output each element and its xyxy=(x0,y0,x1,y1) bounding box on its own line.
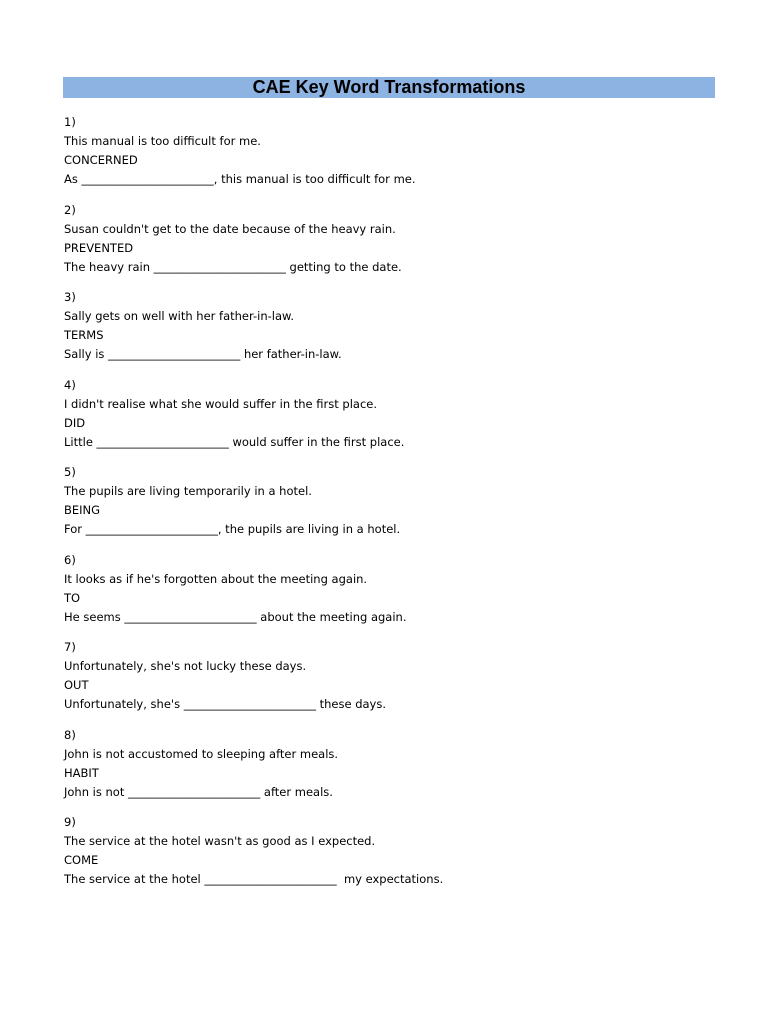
original-sentence: This manual is too difficult for me. xyxy=(64,134,261,148)
exercise-item-7 xyxy=(64,638,724,726)
item-number: 7) xyxy=(64,640,76,654)
key-word: HABIT xyxy=(64,765,99,780)
original-sentence: The pupils are living temporarily in a hotel. xyxy=(64,484,312,498)
item-number: 9) xyxy=(64,815,76,829)
key-word: TO xyxy=(64,590,81,605)
page-title: CAE Key Word Transformations xyxy=(63,77,715,98)
exercise-list xyxy=(64,113,724,901)
exercise-item-6 xyxy=(64,551,724,639)
original-sentence: John is not accustomed to sleeping after meals. xyxy=(64,746,339,761)
key-word: PREVENTED xyxy=(64,240,134,255)
gapped-sentence: John is not _______________________ after meals. xyxy=(64,784,333,799)
key-word: BEING xyxy=(64,503,101,517)
original-sentence: I didn't realise what she would suffer in the first place. xyxy=(64,396,378,411)
gapped-sentence: Little _______________________ would suffer in the first place. xyxy=(64,434,405,449)
key-word: TERMS xyxy=(64,328,104,342)
item-number: 2) xyxy=(64,202,76,217)
item-number: 4) xyxy=(64,377,76,392)
exercise-item-2 xyxy=(64,201,724,289)
exercise-item-8 xyxy=(64,726,724,814)
key-word: CONCERNED xyxy=(64,153,138,167)
gapped-sentence: He seems _______________________ about the meeting again. xyxy=(64,609,407,624)
gapped-sentence: Unfortunately, she's _______________________ these days. xyxy=(64,697,387,711)
item-number: 1) xyxy=(64,115,76,129)
original-sentence: Susan couldn't get to the date because of the heavy rain. xyxy=(64,221,396,236)
gapped-sentence: The service at the hotel _______________________ my expectations. xyxy=(64,872,444,886)
exercise-item-1 xyxy=(64,113,724,201)
item-number: 6) xyxy=(64,552,76,567)
gapped-sentence: As _______________________, this manual is too difficult for me. xyxy=(64,172,416,186)
item-number: 3) xyxy=(64,290,76,304)
key-word: DID xyxy=(64,415,86,430)
key-word: COME xyxy=(64,853,99,867)
gapped-sentence: For _______________________, the pupils are living in a hotel. xyxy=(64,522,401,536)
gapped-sentence: Sally is _______________________ her father-in-law. xyxy=(64,347,342,361)
exercise-item-3 xyxy=(64,288,724,376)
item-number: 5) xyxy=(64,465,76,479)
exercise-item-9 xyxy=(64,813,724,901)
exercise-item-4 xyxy=(64,376,724,464)
original-sentence: Unfortunately, she's not lucky these days. xyxy=(64,659,307,673)
key-word: OUT xyxy=(64,678,89,692)
original-sentence: It looks as if he's forgotten about the meeting again. xyxy=(64,571,368,586)
original-sentence: Sally gets on well with her father-in-law. xyxy=(64,309,295,323)
item-number: 8) xyxy=(64,727,76,742)
exercise-item-5 xyxy=(64,463,724,551)
gapped-sentence: The heavy rain _______________________ getting to the date. xyxy=(64,259,402,274)
original-sentence: The service at the hotel wasn't as good as I expected. xyxy=(64,834,376,848)
